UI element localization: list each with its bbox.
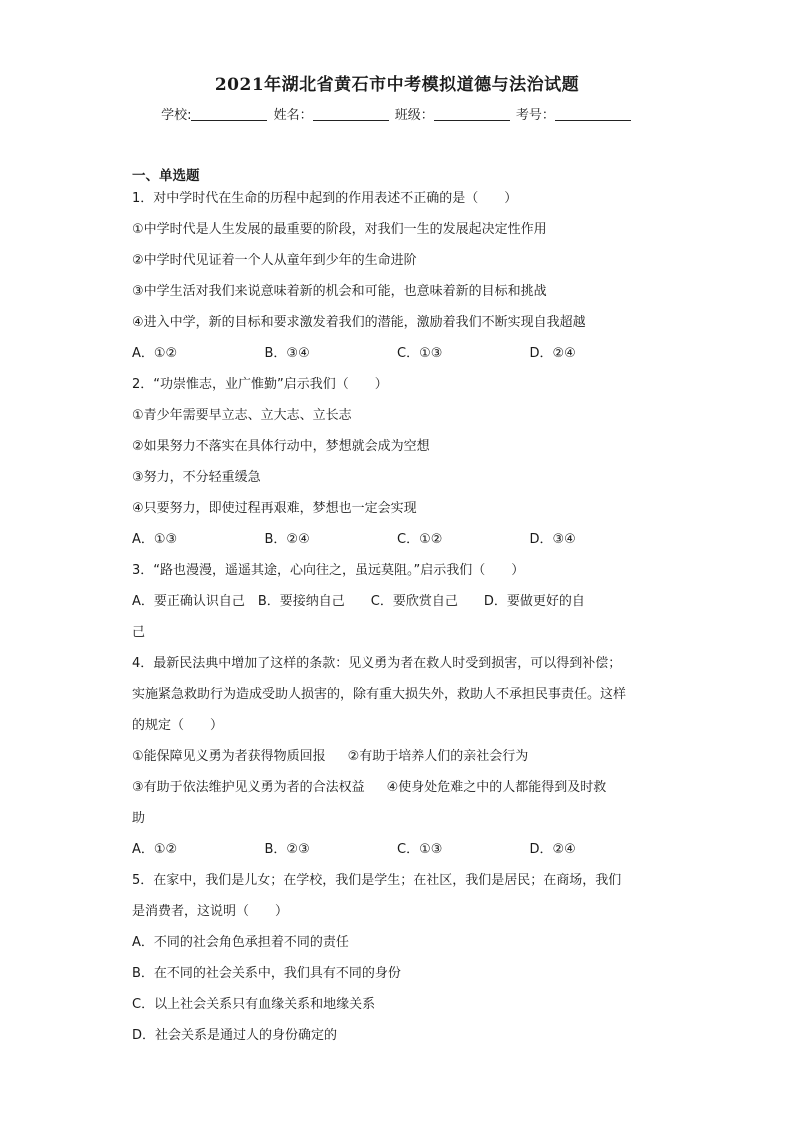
question-5-stem: 5．在家中，我们是儿女；在学校，我们是学生；在社区，我们是居民；在商场，我们	[132, 873, 622, 888]
section-heading: 一、单选题	[132, 168, 200, 184]
name-label: 姓名：	[273, 108, 313, 123]
question-5-option-d[interactable]: D．社会关系是通过人的身份确定的	[132, 1028, 338, 1043]
question-4-statement: ④使身处危难之中的人都能得到及时救	[386, 780, 607, 795]
question-1-option-a[interactable]: A．①②	[132, 346, 178, 361]
question-2-option-d[interactable]: D．③④	[529, 532, 576, 547]
name-blank	[313, 107, 389, 121]
class-blank	[434, 107, 510, 121]
exam-content	[132, 166, 662, 1057]
question-2-option-b[interactable]: B．②④	[264, 532, 310, 547]
question-4-stem: 实施紧急救助行为造成受助人损害的，除有重大损失外，救助人不承担民事责任。这样	[132, 687, 627, 702]
question-5-stem: 是消费者，这说明（ ）	[132, 904, 289, 919]
question-2-statement: ④只要努力，即使过程再艰难，梦想也一定会实现	[132, 501, 417, 516]
school-label: 学校:	[161, 108, 192, 123]
question-2-statement: ①青少年需要早立志、立大志、立长志	[132, 408, 352, 423]
question-2-options	[132, 530, 662, 561]
question-4-stem: 的规定（ ）	[132, 718, 224, 733]
question-2-statement: ②如果努力不落实在具体行动中，梦想就会成为空想	[132, 439, 430, 454]
question-4-option-a[interactable]: A．①②	[132, 842, 178, 857]
school-blank	[191, 107, 267, 121]
class-label: 班级：	[394, 108, 434, 123]
question-1-option-b[interactable]: B．③④	[264, 346, 310, 361]
question-1-option-c[interactable]: C．①③	[397, 346, 443, 361]
question-4-statements-row	[132, 778, 662, 809]
question-4-statement-continued: 助	[132, 811, 146, 826]
question-4-option-b[interactable]: B．②③	[264, 842, 310, 857]
exam-number-label: 考号：	[515, 108, 555, 123]
student-info-line	[0, 104, 794, 123]
question-1-stem: 1．对中学时代在生命的历程中起到的作用表述不正确的是（ ）	[132, 191, 518, 206]
exam-number-blank	[555, 107, 631, 121]
question-4-statement: ①能保障见义勇为者获得物质回报	[132, 749, 326, 764]
question-2-option-c[interactable]: C．①②	[397, 532, 443, 547]
question-3-options[interactable]: A．要正确认识自己 B．要接纳自己 C．要欣赏自己 D．要做更好的自	[132, 594, 585, 609]
question-3-options-continued: 己	[132, 625, 146, 640]
question-1-statement: ②中学时代见证着一个人从童年到少年的生命进阶	[132, 253, 417, 268]
question-5-option-a[interactable]: A．不同的社会角色承担着不同的责任	[132, 935, 349, 950]
question-1-option-d[interactable]: D．②④	[529, 346, 576, 361]
question-1-options	[132, 344, 662, 375]
question-1-statement: ④进入中学，新的目标和要求激发着我们的潜能，激励着我们不断实现自我超越	[132, 315, 586, 330]
question-4-option-c[interactable]: C．①③	[397, 842, 443, 857]
question-5-option-b[interactable]: B．在不同的社会关系中，我们具有不同的身份	[132, 966, 401, 981]
question-1-statement: ①中学时代是人生发展的最重要的阶段，对我们一生的发展起决定性作用	[132, 222, 547, 237]
question-5-option-c[interactable]: C．以上社会关系只有血缘关系和地缘关系	[132, 997, 376, 1012]
question-2-statement: ③努力，不分轻重缓急	[132, 470, 261, 485]
question-4-statement: ②有助于培养人们的亲社会行为	[347, 749, 529, 764]
exam-title: 2021年湖北省黄石市中考模拟道德与法治试题	[214, 75, 580, 95]
question-4-option-d[interactable]: D．②④	[529, 842, 576, 857]
question-4-options	[132, 840, 662, 871]
question-2-stem: 2．“功崇惟志，业广惟勤”启示我们（ ）	[132, 377, 388, 392]
question-4-stem: 4．最新民法典中增加了这样的条款：见义勇为者在救人时受到损害，可以得到补偿；	[132, 656, 622, 671]
question-4-statement: ③有助于依法维护见义勇为者的合法权益	[132, 780, 365, 795]
question-4-statements-row	[132, 747, 662, 778]
question-2-option-a[interactable]: A．①③	[132, 532, 178, 547]
question-3-stem: 3．“路也漫漫，遥遥其途，心向往之，虽远莫阻。”启示我们（ ）	[132, 563, 525, 578]
question-1-statement: ③中学生活对我们来说意味着新的机会和可能，也意味着新的目标和挑战	[132, 284, 547, 299]
